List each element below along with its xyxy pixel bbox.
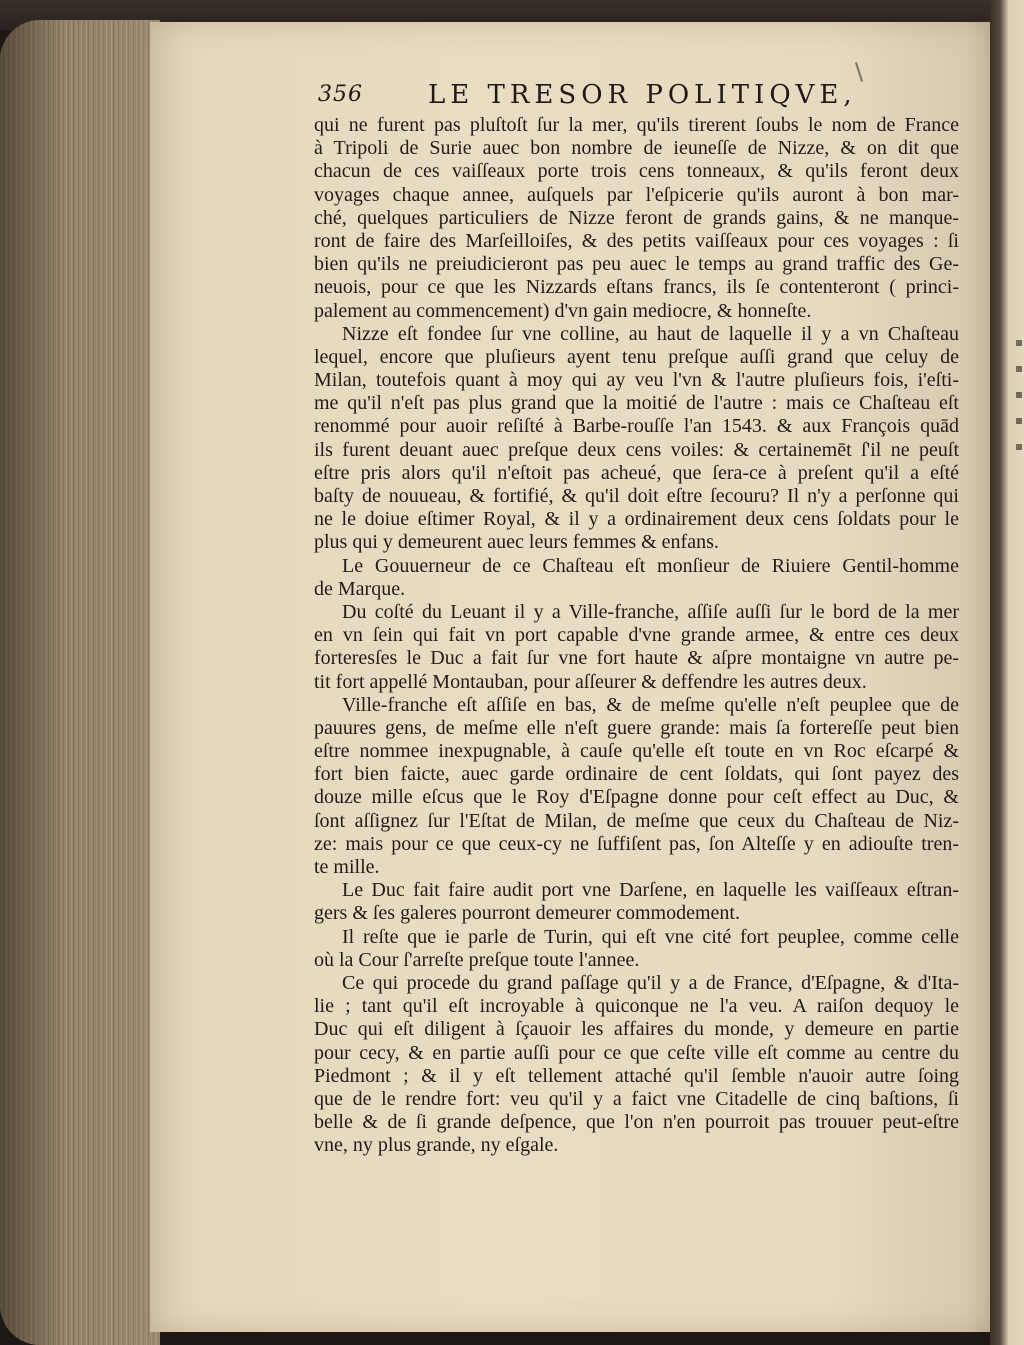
text-line: lie ; tant qu'il eſt incroyable à quiconque ne l'a veu. A raiſon dequoy le xyxy=(314,995,959,1018)
text-line: te mille. xyxy=(314,856,380,878)
text-line: Piedmont ; & il y eſt tellement attaché qu'il ſemble n'auoir autre ſoing xyxy=(314,1064,959,1087)
page-number: 356 xyxy=(318,82,363,107)
text-line: à Tripoli de Surie auec bon nombre de ieuneſſe de Nizze, & on dit que xyxy=(314,137,959,160)
text-line: forteresſes le Duc a fait ſur vne fort haute & aſpre montaigne vn autre pe- xyxy=(314,647,959,670)
text-line: plus qui y demeurent auec leurs femmes & enfans. xyxy=(314,531,719,554)
text-line: belle & de ſi grande deſpence, que l'on n'en pourroit pas trouuer peut-eſtre xyxy=(314,1111,959,1134)
running-title: LE TRESOR POLITIQVE, xyxy=(428,80,857,110)
facing-page-edge-marks xyxy=(1016,340,1022,460)
text-line: ils furent deuant auec preſque deux cens voiles: & certainemēt ſ'il ne peuſt xyxy=(314,438,959,461)
text-line: pauures gens, de meſme elle n'eſt guere grande: mais ſa fortereſſe peut bien xyxy=(314,716,959,739)
text-line: fort bien faicte, auec garde ordinaire de cent ſoldats, qui ſont payez des xyxy=(314,763,959,786)
text-line: ze: mais pour ce que ceux-cy ne ſuffiſent pas, ſon Alteſſe y en adiouſte tren- xyxy=(314,832,959,855)
page-header xyxy=(318,82,888,112)
text-line: qui ne furent pas pluſtoſt ſur la mer, qu'ils tirerent ſoubs le nom de France xyxy=(314,114,959,136)
text-line: baſty de nouueau, & fortifié, & qu'il doit eſtre ſecouru? Il n'y a perſonne qui xyxy=(314,485,959,507)
text-line: en vn ſein qui fait vn port capable d'vne grande armee, & entre ces deux xyxy=(314,624,959,647)
text-line: vne, ny plus grande, ny eſgale. xyxy=(314,1134,559,1157)
text-line: eſtre pris alors qu'il n'eſtoit pas acheué, que ſera-ce à preſent qu'il a eſté xyxy=(314,461,959,484)
text-line: ché, quelques particuliers de Nizze feront de grands gains, & ne manque- xyxy=(314,206,959,229)
text-line: palement au commencement) d'vn gain mediocre, & honneſte. xyxy=(314,299,812,322)
text-line: que de le rendre fort: veu qu'il y a faict vne Citadelle de cinq baſtions, ſi xyxy=(314,1087,959,1110)
text-line: Milan, toutefois quant à moy qui ay veu l'vn & l'autre pluſieurs fois, i'eſti- xyxy=(314,369,959,392)
text-line: me qu'il n'eſt pas plus grand que la moitié de l'autre : mais ce Chaſteau eſt xyxy=(314,392,959,415)
text-line: tit fort appellé Montauban, pour aſſeurer & deffendre les autres deux. xyxy=(314,670,867,693)
text-line: où la Cour ſ'arreſte preſque toute l'annee. xyxy=(314,948,640,971)
text-line: gers & ſes galeres pourront demeurer commodement. xyxy=(314,902,740,925)
text-line: Du coſté du Leuant il y a Ville-franche, aſſiſe auſſi ſur le bord de la mer xyxy=(342,600,959,623)
text-line: douze mille eſcus que le Roy d'Eſpagne donne pour ceſt effect au Duc, & xyxy=(314,786,959,809)
book-gutter xyxy=(990,0,1024,1345)
text-line: chacun de ces vaiſſeaux porte trois cens tonneaux, & qu'ils feront deux xyxy=(314,160,959,183)
text-line: ſont aſſignez ſur l'Eſtat de Milan, de meſme que ceux du Chaſteau de Niz- xyxy=(314,809,959,832)
body-text xyxy=(314,114,959,1157)
text-line: Le Gouuerneur de ce Chaſteau eſt monſieur de Riuiere Gentil-homme xyxy=(342,554,959,577)
text-line: bien qu'ils ne preiudicieront pas peu auec le temps au grand traffic des Ge- xyxy=(314,253,959,276)
page-fore-edge xyxy=(0,20,160,1345)
text-line: renommé pour auoir reſiſté à Barbe-rouſſe l'an 1543. & aux François quād xyxy=(314,415,959,438)
text-line: Ce qui procede du grand paſſage qu'il y a de France, d'Eſpagne, & d'Ita- xyxy=(342,971,959,994)
text-line: eſtre nommee inexpugnable, à cauſe qu'elle eſt toute en vn Roc eſcarpé & xyxy=(314,740,959,763)
text-line: lequel, encore que pluſieurs ayent tenu preſque auſſi grand que celuy de xyxy=(314,345,959,368)
text-line: voyages chaque annee, auſquels par l'eſpicerie qu'ils auront à bon mar- xyxy=(314,183,959,206)
text-line: neuois, pour ce que les Nizzards eſtans francs, ils ſe contenteront ( princi- xyxy=(314,276,959,299)
text-line: pour cecy, & en partie auſſi pour ce que ceſte ville eſt comme au centre du xyxy=(314,1041,959,1064)
text-line: Nizze eſt fondee ſur vne colline, au haut de laquelle il y a vn Chaſteau xyxy=(342,322,959,345)
text-line: Ville-franche eſt aſſiſe en bas, & de meſme qu'elle n'eſt peuplee que de xyxy=(342,693,959,716)
text-line: ne le doiue eſtimer Royal, & il y a ordinairement deux cens ſoldats pour le xyxy=(314,508,959,531)
text-line: ront de faire des Marſeilloiſes, & des petits vaiſſeaux pour ces voyages : ſi xyxy=(314,229,959,252)
text-line: de Marque. xyxy=(314,577,406,600)
text-line: Il reſte que ie parle de Turin, qui eſt vne cité fort peuplee, comme celle xyxy=(342,925,959,948)
text-line: Le Duc fait faire audit port vne Darſene, en laquelle les vaiſſeaux eſtran- xyxy=(342,879,959,902)
text-line: Duc qui eſt diligent à ſçauoir les affaires du monde, y demeure en partie xyxy=(314,1018,959,1041)
